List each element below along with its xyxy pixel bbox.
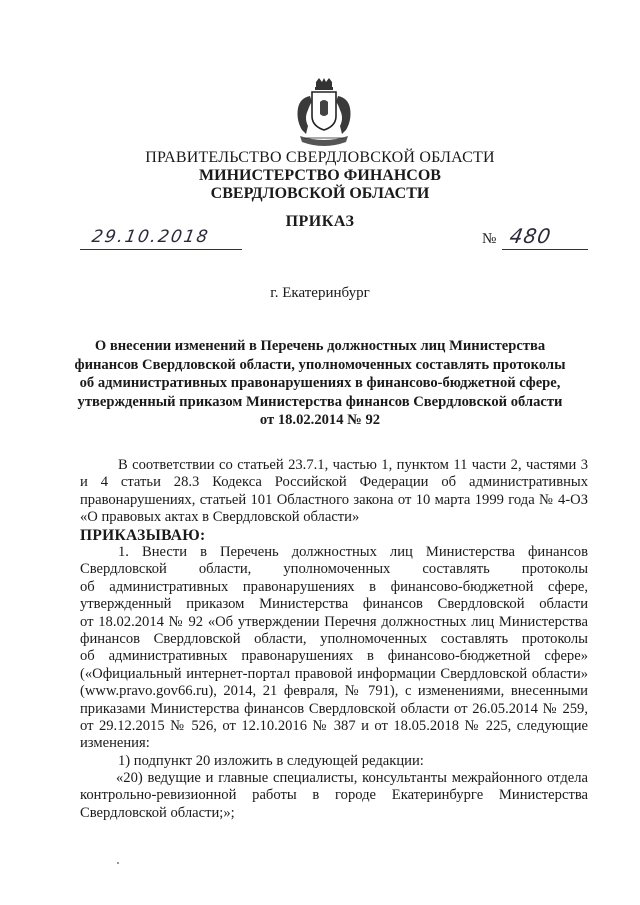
- item1-line: приказами Министерства финансов Свердловской области от 26.05.2014 № 259,: [80, 700, 588, 717]
- government-name: ПРАВИТЕЛЬСТВО СВЕРДЛОВСКОЙ ОБЛАСТИ: [145, 149, 495, 166]
- number-value: 480: [507, 224, 554, 248]
- title-line: от 18.02.2014 № 92: [259, 412, 381, 429]
- item1-line: утвержденный приказом Министерства финансов Свердловской области: [80, 596, 588, 613]
- ministry-name-line2: СВЕРДЛОВСКОЙ ОБЛАСТИ: [210, 185, 430, 202]
- item1-line: финансов Свердловской области, уполномоченных составлять протоколы: [80, 630, 588, 647]
- item1-line: Свердловской области, уполномоченных составлять протоколы: [80, 561, 588, 578]
- document-body: [80, 457, 588, 822]
- item1-line: от 29.12.2015 № 526, от 12.10.2016 № 387 и от 18.05.2018 № 225, следующие: [80, 717, 588, 734]
- title-line: утвержденный приказом Министерства финансов Свердловской области: [77, 393, 563, 410]
- preamble-line: и 4 статьи 28.3 Кодекса Российской Федерации об административных: [80, 474, 588, 491]
- title-line: финансов Свердловской области, уполномоченных составлять протоколы: [74, 356, 566, 373]
- item1-line: от 18.02.2014 № 92 «Об утверждении Перечня должностных лиц Министерства: [80, 613, 588, 630]
- date-value: 29.10.2018: [90, 227, 212, 247]
- quote-line: контрольно-ревизионной работы в городе Екатеринбурге Министерства: [80, 787, 588, 804]
- preamble-line: В соответствии со статьей 23.7.1, частью 1, пунктом 11 части 2, частями 3: [118, 457, 588, 473]
- date-field: [80, 227, 242, 250]
- item1-line: («Официальный интернет-портал правовой информации Свердловской области»: [80, 665, 588, 682]
- title-line: О внесении изменений в Перечень должностных лиц Министерства: [94, 338, 546, 354]
- subitem1-line: 1) подпункт 20 изложить в следующей редакции:: [118, 752, 424, 769]
- item1-line: об административных правонарушениях в финансово-бюджетной сфере»: [80, 648, 588, 665]
- city-line: г. Екатеринбург: [270, 285, 370, 301]
- document-type: ПРИКАЗ: [285, 213, 355, 230]
- document-title: [70, 337, 570, 430]
- scan-speck: [117, 862, 119, 864]
- decree-word: ПРИКАЗЫВАЮ:: [80, 526, 206, 544]
- item1-line: 1. Внести в Перечень должностных лиц Министерства финансов: [118, 543, 588, 560]
- item1-line: (www.pravo.gov66.ru), 2014, 21 февраля, № 791), с изменениями, внесенными: [80, 683, 588, 700]
- item1-line: об административных правонарушениях в финансово-бюджетной сфере,: [80, 578, 588, 595]
- preamble-line: правонарушениях, статьей 101 Областного закона от 10 марта 1999 года № 4-ОЗ: [80, 491, 588, 508]
- ministry-name-line1: МИНИСТЕРСТВО ФИНАНСОВ: [199, 167, 441, 184]
- quote-line: Свердловской области;»;: [80, 804, 235, 821]
- coat-of-arms-icon: [292, 78, 356, 150]
- number-field: [502, 224, 588, 250]
- number-label: №: [482, 231, 497, 247]
- item1-line: изменения:: [80, 735, 150, 752]
- preamble-line: «О правовых актах в Свердловской области»: [80, 509, 360, 526]
- quote-line: «20) ведущие и главные специалисты, консультанты межрайонного отдела: [116, 770, 588, 787]
- title-line: об административных правонарушениях в финансово-бюджетной сфере,: [79, 375, 561, 392]
